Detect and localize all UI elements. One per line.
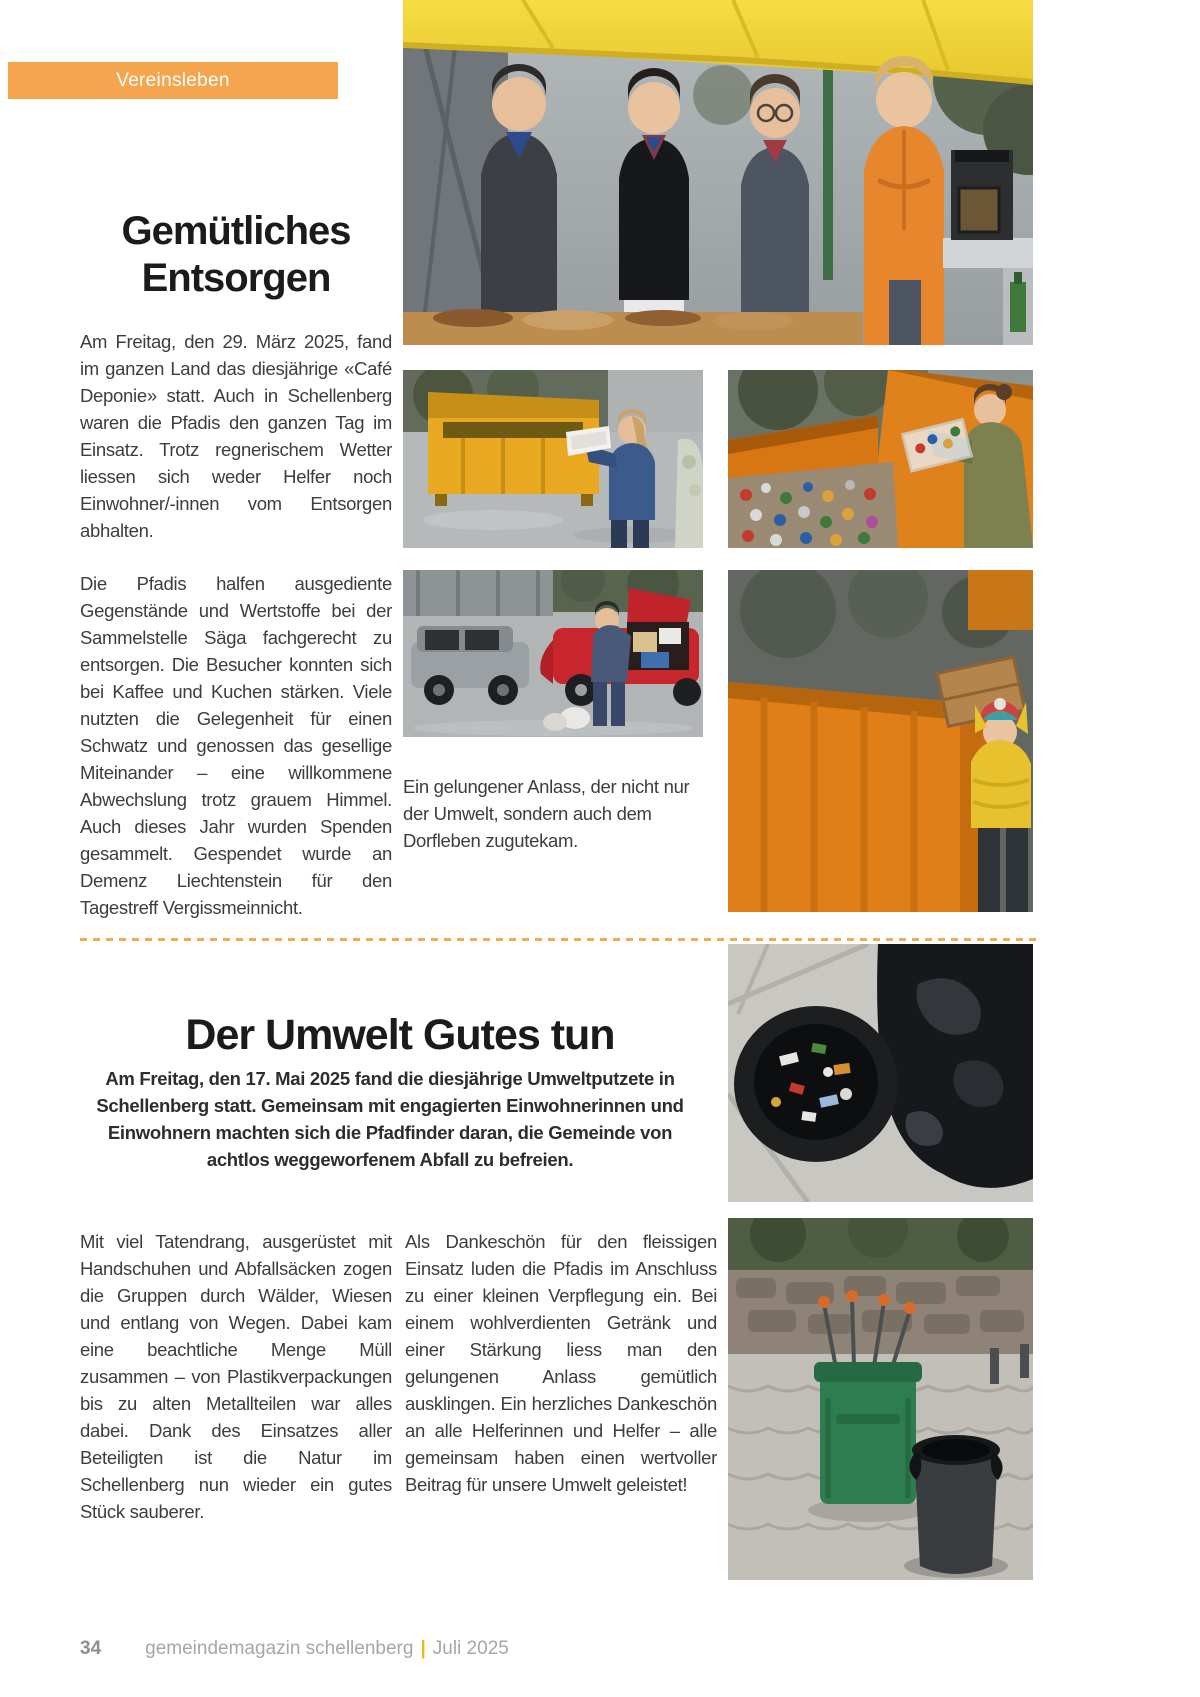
article2-column-right	[405, 1228, 717, 1498]
article1-paragraph: Die Pfadis halfen ausgediente Gegenstände und Wertstoffe bei der Sammelstelle Säga fachgerecht zu entsorgen. Die Besucher konnten sich bei Kaffee und Kuchen stärken. Viele nutzten die Gelegenheit für einen Schwatz und genossen das gesellige Miteinander – eine willkommene Abwechslung trotz grauem Himmel. Auch dieses Jahr wurden Spenden gesammelt. Gespendet wurde an Demenz Liechtenstein für den Tagestreff Vergissmeinnicht.	[80, 573, 392, 918]
photo-cleanup-bins-illustration	[728, 1218, 1033, 1580]
photo-litter-bin-bag	[728, 944, 1033, 1202]
magazine-name: gemeindemagazin schellenberg	[145, 1638, 414, 1659]
photo-child-cardboard-container-illustration	[728, 570, 1033, 912]
photo-cans-recycling-girl	[728, 370, 1033, 548]
article2-title: Der Umwelt Gutes tun	[185, 1010, 615, 1059]
article1-title: Gemütliches Entsorgen	[121, 208, 351, 300]
category-band	[8, 62, 338, 99]
photo-child-cardboard-container	[728, 570, 1033, 912]
footer-separator: |	[420, 1638, 426, 1659]
photo-yellow-container-helper-illustration	[403, 370, 703, 548]
article2-intro: Am Freitag, den 17. Mai 2025 fand die diesjährige Umweltputzete in Schellenberg statt. Gemeinsam mit engagierten Einwohnerinnen und Einwohnern machten sich die Pfadfinder daran, die Gemeinde von achtlos weggeworfenem Abfall zu befreien.	[96, 1067, 684, 1170]
photo-yellow-container-helper	[403, 370, 703, 548]
photo-cans-recycling-girl-illustration	[728, 370, 1033, 548]
photo-cafe-deponie-team	[403, 0, 1033, 345]
page-footer	[80, 1638, 509, 1660]
photo-car-unloading	[403, 570, 703, 737]
issue-date: Juli 2025	[432, 1638, 509, 1659]
photo-car-unloading-illustration	[403, 570, 703, 737]
article2-paragraph-left: Mit viel Tatendrang, ausgerüstet mit Handschuhen und Abfallsäcken zogen die Gruppen durch Wälder, Wiesen und entlang von Wegen. Dabei kam eine beachtliche Menge Müll zusammen – von Plastikverpackungen bis zu alten Metallteilen war alles dabei. Dank des Einsatzes aller Beteiligten ist die Natur im Schellenberg nun wieder ein gutes Stück sauberer.	[80, 1231, 392, 1522]
page-number: 34	[80, 1638, 102, 1659]
photo-litter-bin-bag-illustration	[728, 944, 1033, 1202]
photo-cleanup-bins	[728, 1218, 1033, 1580]
category-label: Vereinsleben	[116, 69, 230, 91]
article2-paragraph-right: Als Dankeschön für den fleissigen Einsatz luden die Pfadis im Anschluss zu einer kleinen Verpflegung ein. Bei einem wohlverdienten Getränk und einer Stärkung liess man den gelungenen Anlass gemütlich ausklingen. Ein herzliches Dankeschön an alle Helferinnen und Helfer – alle gemeinsam haben einen wertvoller Beitrag für unsere Umwelt geleistet!	[405, 1231, 717, 1495]
article1-body	[80, 328, 392, 947]
section-divider	[80, 938, 1040, 941]
article2-column-left	[80, 1228, 392, 1525]
article1-paragraph: Am Freitag, den 29. März 2025, fand im ganzen Land das diesjährige «Café Deponie» statt. Auch in Schellenberg waren die Pfadis den ganzen Tag im Einsatz. Trotz regnerischem Wetter liessen sich weder Helfer noch Einwohner/-innen vom Entsorgen abhalten.	[80, 331, 392, 541]
photo-cafe-deponie-team-illustration	[403, 0, 1033, 345]
article1-photo-caption: Ein gelungener Anlass, der nicht nur der Umwelt, sondern auch dem Dorfleben zugutekam.	[403, 775, 690, 851]
